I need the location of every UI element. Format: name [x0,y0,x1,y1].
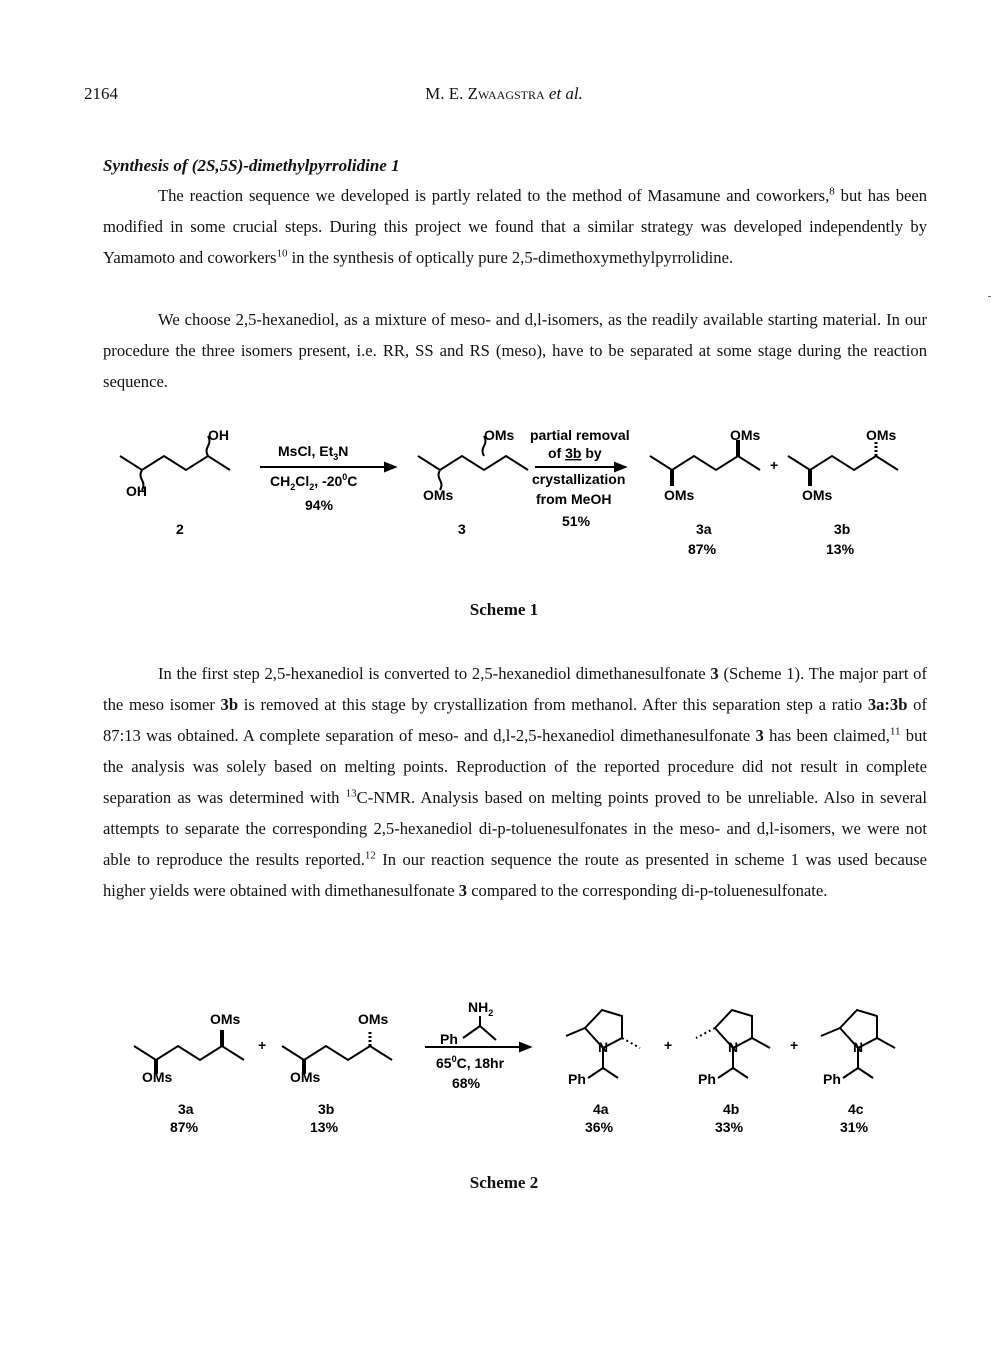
s1-3b-oms-top: OMs [866,427,897,443]
s2-3b-oms-bottom: OMs [290,1069,321,1085]
compound-3: 3 [710,664,719,683]
author-name: M. E. Z [425,84,478,103]
s2-4c-ph: Ph [823,1071,841,1087]
s1-cpd-3: 3 [458,521,466,537]
s1-step2-line2: of 3b by [548,445,602,461]
p3-text-d: of 87:13 was obtained. A complete separation of meso- and d,l-2,5-hexanediol dimethanesulfonate [103,695,927,745]
s1-reagent-bottom: $CH_2Cl_2$, $-20^0C$ [270,472,358,492]
author-etal: et al. [548,84,583,103]
s2-plus-2: + [664,1037,673,1053]
s2-cpd-4b: 4b [723,1101,740,1117]
compound-3-second: 3 [755,726,764,745]
p1-text-b: but has been modified in some crucial steps. During this project we found that a similar strategy was developed independently by Yamamoto and coworkers [103,186,928,267]
section-title: Synthesis of (2S,5S)-dimethylpyrrolidine 1 [103,156,400,175]
header-authors [84,84,924,104]
s2-yield: 68% [452,1075,481,1091]
p1-text-a: The reaction sequence we developed is partly related to the method of Masamune and coworkers, [158,186,830,205]
page-number: 2164 [84,84,118,103]
s2-conditions: $65^0C$, 18hr [436,1054,505,1071]
margin-mark [988,296,991,297]
s1-plus: + [770,457,779,473]
s2-pct-3b: 13% [310,1119,339,1135]
s1-step2-line4: from MeOH [536,491,612,507]
scheme-2 [0,998,1008,1148]
s2-pct-4a: 36% [585,1119,614,1135]
s1-oh-bottom: OH [126,483,147,499]
s1-cpd-3a: 3a [696,521,712,537]
s1-cpd-2: 2 [176,521,184,537]
author-name-caps: waagstra [477,84,545,103]
p3-text-h: In our reaction sequence the route as presented in scheme 1 was used because higher yields were obtained with dimethanesulfonate [103,850,928,900]
isotope-13: 13 [345,787,357,800]
s1-3-oms-bottom: OMs [423,487,454,503]
scheme-1-caption: Scheme 1 [469,600,539,619]
s1-oh-top: OH [208,427,229,443]
s1-reagent-top: MsCl, $Et_3N$ [278,443,349,462]
compound-3b: 3b [220,695,239,714]
s2-amine-nh2: $NH_2$ [468,999,494,1018]
s2-4b-ph: Ph [698,1071,716,1087]
running-head [84,84,924,108]
s2-4c-n: N [853,1039,864,1055]
s1-pct-3a: 87% [688,541,717,557]
p1-text-c: in the synthesis of optically pure 2,5-dimethoxymethylpyrrolidine. [287,248,734,267]
ref-11: 11 [889,725,901,738]
scheme-1 [0,418,1008,568]
paragraph-starting-material [103,304,927,397]
s2-cpd-4c: 4c [848,1101,864,1117]
p2-text: We choose 2,5-hexanediol, as a mixture of meso- and d,l-isomers, as the readily available starting material. In our procedure the three isomers present, i.e. RR, SS and RS (meso), have to be separated at some stage during the reaction sequence. [103,310,927,391]
s2-4a-n: N [598,1039,609,1055]
ratio-3a-3b: 3a:3b [867,695,908,714]
ref-10: 10 [276,247,288,260]
s2-4a-ph: Ph [568,1071,586,1087]
s1-pct-3b: 13% [826,541,855,557]
p3-text-b: (Scheme 1). The major part of the meso isomer [103,664,927,714]
ref-12: 12 [364,849,376,862]
s1-3-oms-top: OMs [484,427,515,443]
scheme-2-caption: Scheme 2 [469,1173,539,1192]
s1-step2-line3: crystallization [532,471,626,487]
ref-8: 8 [829,185,835,198]
s2-plus-3: + [790,1037,799,1053]
s2-pct-4c: 31% [840,1119,869,1135]
s2-pct-3a: 87% [170,1119,199,1135]
s2-3b-oms-top: OMs [358,1011,389,1027]
s1-yield-1: 94% [305,497,334,513]
p3-text-f: but the analysis was solely based on melting points. Reproduction of the reported procedure did not result in complete separation as was determined with [103,726,927,807]
s2-4b-n: N [728,1039,739,1055]
s2-cpd-4a: 4a [593,1101,609,1117]
paragraph-intro [103,180,927,273]
p3-text-i: compared to the corresponding di-p-toluenesulfonate. [467,881,828,900]
s2-cpd-3a: 3a [178,1101,194,1117]
s1-3b-oms-bottom: OMs [802,487,833,503]
s2-3a-oms-bottom: OMs [142,1069,173,1085]
compound-3-third: 3 [458,881,468,900]
s2-amine-ph: Ph [440,1031,458,1047]
p3-text-c: is removed at this stage by crystallization from methanol. After this separation step a ratio [238,695,868,714]
s2-plus-1: + [258,1037,267,1053]
p3-text-a: In the first step 2,5-hexanediol is converted to 2,5-hexanediol dimethanesulfonate [158,664,711,683]
s2-3a-oms-top: OMs [210,1011,241,1027]
s1-cpd-3b: 3b [834,521,851,537]
s1-3a-oms-top: OMs [730,427,761,443]
s1-yield-2: 51% [562,513,591,529]
s2-pct-4b: 33% [715,1119,744,1135]
s1-step2-line1: partial removal [530,427,630,443]
p3-text-g: C-NMR. Analysis based on melting points proved to be unreliable. Also in several attempts to separate the corresponding 2,5-hexanediol di-p-toluenesulfonates in the meso- and d,l-isomers, we were not able to reproduce the results reported. [103,788,928,869]
p3-text-e: has been claimed, [763,726,890,745]
s1-3a-oms-bottom: OMs [664,487,695,503]
s2-cpd-3b: 3b [318,1101,335,1117]
paragraph-first-step [103,658,927,906]
